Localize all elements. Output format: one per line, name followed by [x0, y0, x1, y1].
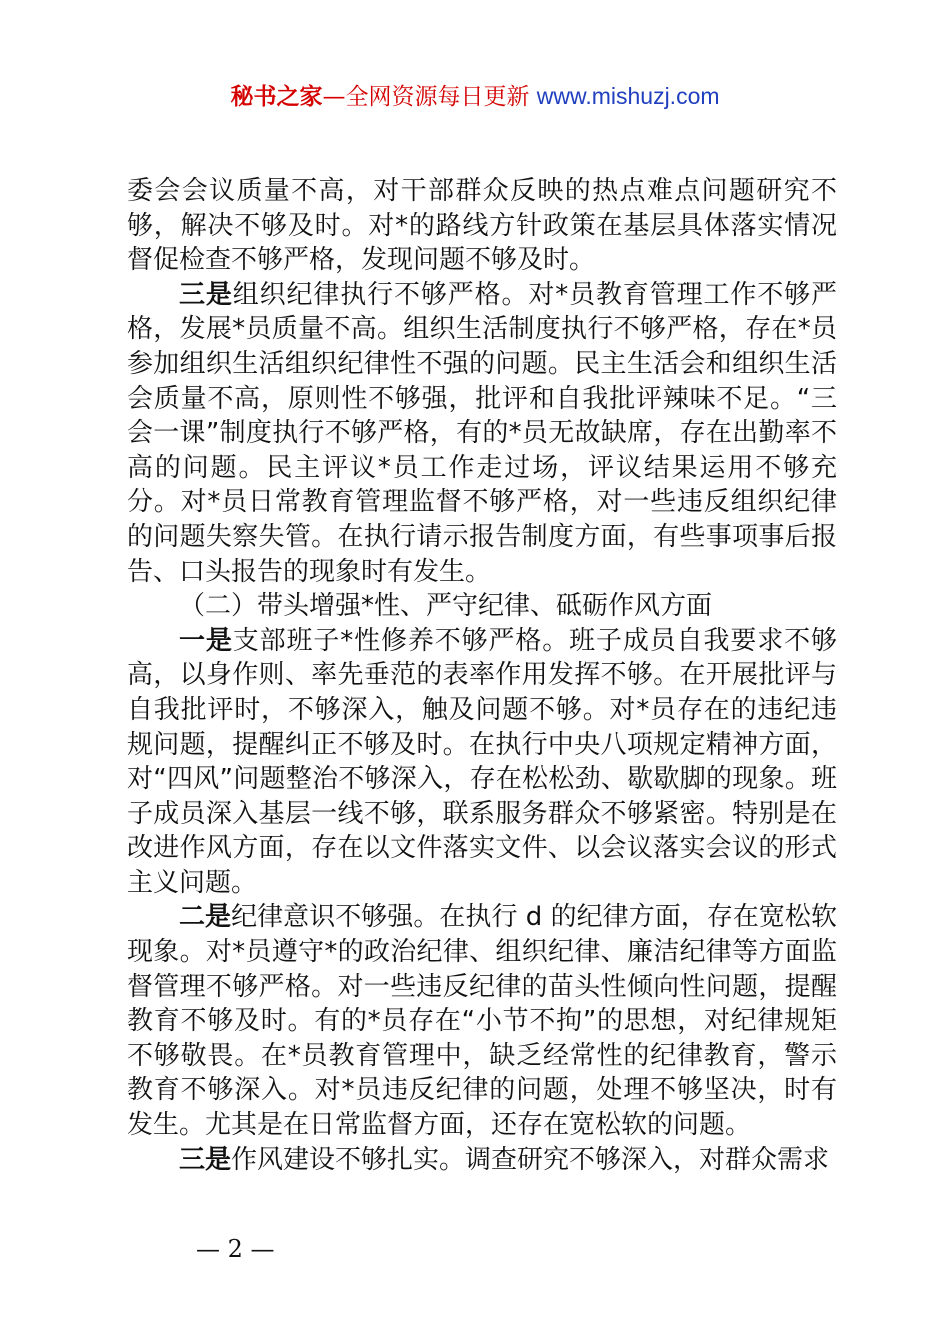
paragraph-lead: 三是: [179, 279, 233, 310]
paragraph-lead: 一是: [179, 625, 233, 656]
paragraph-continuation: 委会会议质量不高，对干部群众反映的热点难点问题研究不够，解决不够及时。对*的路线方针政策在基层具体落实情况督促检查不够严格，发现问题不够及时。: [127, 176, 837, 276]
site-tagline: 全网资源每日更新: [345, 84, 537, 110]
paragraph-point-two: [127, 900, 837, 1142]
site-url-link[interactable]: www.mishuzj.com: [536, 83, 720, 109]
section-heading: （二）带头增强*性、严守纪律、砥砺作风方面: [179, 591, 713, 622]
site-header-banner: [0, 82, 950, 111]
paragraph-text: 支部班子*性修养不够严格。班子成员自我要求不够高，以身作则、率先垂范的表率作用发挥不够。在开展批评与自我批评时，不够深入，触及问题不够。对*员存在的违纪违规问题，提醒纠正不够及时。在执行中央八项规定精神方面，对“四风”问题整治不够深入，存在松松劲、歇歇脚的现象。班子成员深入基层一线不够，联系服务群众不够紧密。特别是在改进作风方面，存在以文件落实文件、以会议落实会议的形式主义问题。: [127, 625, 837, 898]
site-brand: 秘书之家: [230, 84, 323, 110]
paragraph-text: 纪律意识不够强。在执行 d 的纪律方面，存在宽松软现象。对*员遵守*的政治纪律、组织纪律、廉洁纪律等方面监督管理不够严格。对一些违反纪律的苗头性倾向性问题，提醒教育不够及时。有的*员存在“小节不拘”的思想，对纪律规矩不够敬畏。在*员教育管理中，缺乏经常性的纪律教育，警示教育不够深入。对*员违反纪律的问题，处理不够坚决，时有发生。尤其是在日常监督方面，还存在宽松软的问题。: [127, 902, 837, 1141]
paragraph-text: 作风建设不够扎实。调查研究不够深入，对群众需求: [231, 1144, 830, 1175]
header-dash: —: [322, 84, 346, 110]
paragraph-lead: 三是: [179, 1144, 232, 1175]
paragraph-point-three: [127, 278, 837, 589]
paragraph-point-one: [127, 624, 837, 901]
document-body: [127, 174, 837, 1177]
paragraph-text: 组织纪律执行不够严格。对*员教育管理工作不够严格，发展*员质量不高。组织生活制度执行不够严格，存在*员参加组织生活组织纪律性不强的问题。民主生活会和组织生活会质量不高，原则性不够强，批评和自我批评辣味不足。“三会一课”制度执行不够严格，有的*员无故缺席，存在出勤率不高的问题。民主评议*员工作走过场，评议结果运用不够充分。对*员日常教育管理监督不够严格，对一些违反组织纪律的问题失察失管。在执行请示报告制度方面，有些事项事后报告、口头报告的现象时有发生。: [127, 279, 837, 587]
page-number: — 2 —: [196, 1235, 275, 1263]
paragraph-lead: 二是: [179, 902, 232, 933]
paragraph-point-three-b: [127, 1143, 837, 1178]
